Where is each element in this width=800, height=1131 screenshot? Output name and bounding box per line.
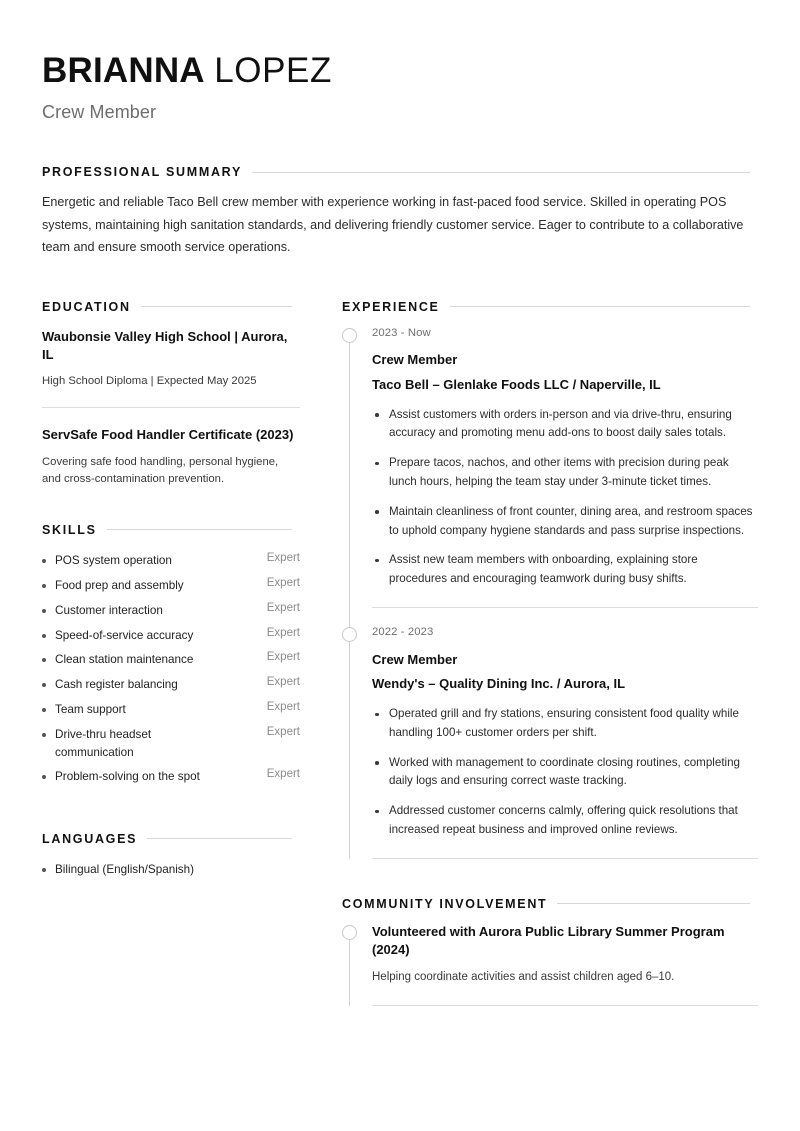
experience-role: Crew Member	[372, 651, 458, 667]
skill-name: Food prep and assembly	[55, 579, 184, 593]
skill-level: Expert	[266, 626, 300, 639]
education-section	[42, 300, 300, 489]
candidate-job-title: Crew Member	[42, 102, 157, 123]
professional-summary-section	[42, 165, 758, 258]
skill-level: Expert	[266, 577, 300, 590]
summary-text: Energetic and reliable Taco Bell crew member with experience working in fast-paced food service. Skilled in operating POS systems, maintaining high sanitation standards, and delivering friendly customer service. Eager to contribute to a collaborative team and ensure smooth service operations.	[42, 195, 744, 255]
left-column	[42, 300, 300, 882]
skill-item	[42, 648, 300, 673]
experience-item	[372, 625, 758, 840]
first-name: BRIANNA	[42, 51, 205, 90]
skill-name: Team support	[55, 703, 126, 716]
skill-name: Problem-solving on the spot	[55, 770, 200, 784]
resume-body-columns	[42, 300, 758, 1023]
right-column	[300, 300, 758, 1023]
community-timeline	[342, 923, 758, 1006]
skill-item	[42, 698, 300, 723]
skill-level: Expert	[266, 701, 300, 713]
experience-role: Crew Member	[372, 352, 458, 368]
bullet-dot-icon	[42, 775, 46, 779]
section-heading-experience	[342, 300, 758, 314]
section-heading-languages	[42, 832, 300, 846]
skill-name: Customer interaction	[55, 603, 163, 617]
section-heading-summary	[42, 165, 758, 179]
candidate-name	[42, 50, 758, 91]
community-item	[372, 923, 758, 987]
timeline-marker-icon	[342, 627, 357, 642]
experience-bullet: Prepare tacos, nachos, and other items with precision during peak lunch hours, helping the team stay under 3-minute ticket times.	[372, 454, 758, 492]
heading-rule	[107, 529, 292, 530]
skill-name: POS system operation	[55, 554, 172, 568]
summary-heading-label: PROFESSIONAL SUMMARY	[42, 165, 242, 180]
community-involvement-section	[342, 897, 758, 1006]
experience-section	[342, 300, 758, 859]
experience-bullet: Operated grill and fry stations, ensuring consistent food quality while handling 100+ customer orders per shift.	[372, 705, 758, 743]
languages-heading-label: LANGUAGES	[42, 831, 138, 846]
skill-level: Expert	[266, 768, 300, 781]
experience-timeline	[342, 326, 758, 859]
section-heading-skills	[42, 523, 300, 537]
heading-rule	[147, 838, 292, 839]
heading-rule	[141, 306, 292, 307]
skill-level: Expert	[266, 651, 300, 664]
language-item	[42, 858, 300, 882]
experience-date: 2022 - 2023	[372, 625, 434, 638]
section-heading-education	[42, 300, 300, 314]
education-item-title: Waubonsie Valley High School | Aurora, IL	[42, 328, 288, 362]
last-name: LOPEZ	[214, 51, 332, 90]
bullet-dot-icon	[42, 609, 46, 613]
skill-left	[42, 627, 193, 645]
experience-bullet: Worked with management to coordinate closing routines, completing daily logs and ensuring correct waste tracking.	[372, 754, 758, 792]
heading-rule	[252, 172, 750, 173]
skill-item	[42, 673, 300, 698]
skill-left	[42, 552, 172, 570]
experience-item	[372, 326, 758, 589]
skill-level: Expert	[266, 676, 300, 689]
bullet-dot-icon	[42, 683, 46, 687]
skill-item	[42, 598, 300, 623]
education-heading-label: EDUCATION	[42, 299, 131, 314]
skills-heading-label: SKILLS	[42, 522, 97, 537]
bullet-dot-icon	[42, 584, 46, 588]
bullet-dot-icon	[42, 708, 46, 712]
education-item-subtitle: High School Diploma | Expected May 2025	[42, 375, 257, 388]
skill-name: Clean station maintenance	[55, 653, 194, 667]
skill-item	[42, 765, 300, 790]
skill-left	[42, 726, 217, 762]
skills-section	[42, 523, 300, 790]
skill-left	[42, 602, 163, 620]
community-item-description: Helping coordinate activities and assist children aged 6–10.	[372, 971, 675, 984]
skill-item	[42, 574, 300, 599]
experience-divider	[372, 607, 758, 608]
languages-section	[42, 832, 300, 882]
skill-item	[42, 722, 300, 765]
skill-item	[42, 549, 300, 574]
bullet-dot-icon	[42, 634, 46, 638]
skill-level: Expert	[266, 725, 300, 738]
community-item-title: Volunteered with Aurora Public Library Summer Program (2024)	[372, 923, 725, 958]
community-divider	[372, 1005, 758, 1006]
education-item-title: ServSafe Food Handler Certificate (2023)	[42, 427, 294, 443]
skill-left	[42, 768, 200, 786]
experience-bullet: Assist new team members with onboarding, explaining store procedures and encouraging teamwork during busy shifts.	[372, 551, 758, 589]
bullet-dot-icon	[42, 658, 46, 662]
bullet-dot-icon	[42, 733, 46, 737]
skill-left	[42, 651, 193, 669]
skill-left	[42, 701, 126, 719]
bullet-dot-icon	[42, 559, 46, 563]
experience-bullets	[372, 406, 758, 589]
skill-left	[42, 577, 184, 595]
experience-heading-label: EXPERIENCE	[342, 299, 440, 314]
experience-organization: Taco Bell – Glenlake Foods LLC / Naperville, IL	[372, 376, 661, 392]
skill-name: Speed-of-service accuracy	[55, 628, 194, 642]
timeline-marker-icon	[342, 328, 357, 343]
resume-header	[42, 42, 758, 123]
community-heading-label: COMMUNITY INVOLVEMENT	[342, 896, 548, 911]
education-item	[42, 326, 300, 391]
education-divider	[42, 407, 300, 408]
section-heading-community	[342, 897, 758, 911]
experience-bullet: Maintain cleanliness of front counter, dining area, and restroom spaces to uphold company hygiene standards and pass surprise inspections.	[372, 503, 758, 541]
experience-bullets	[372, 705, 758, 840]
experience-bullet: Addressed customer concerns calmly, offering quick resolutions that increased repeat business and improved online reviews.	[372, 802, 758, 840]
experience-divider	[372, 858, 758, 859]
experience-bullet: Assist customers with orders in-person and via drive-thru, ensuring accuracy and promoting menu add-ons to boost daily sales totals.	[372, 406, 758, 444]
skill-name: Drive-thru headset communication	[55, 727, 152, 759]
heading-rule	[450, 306, 750, 307]
experience-date: 2023 - Now	[372, 326, 431, 339]
skill-level: Expert	[266, 601, 300, 614]
education-item-description: Covering safe food handling, personal hygiene, and cross-contamination prevention.	[42, 455, 279, 486]
skill-name: Cash register balancing	[55, 678, 178, 692]
skill-left	[42, 676, 178, 694]
heading-rule	[557, 903, 750, 904]
language-name: Bilingual (English/Spanish)	[55, 862, 195, 876]
experience-organization: Wendy's – Quality Dining Inc. / Aurora, IL	[372, 675, 626, 691]
education-item	[42, 424, 300, 488]
bullet-dot-icon	[42, 868, 46, 872]
timeline-marker-icon	[342, 925, 357, 940]
skill-item	[42, 623, 300, 648]
skill-level: Expert	[266, 552, 300, 565]
